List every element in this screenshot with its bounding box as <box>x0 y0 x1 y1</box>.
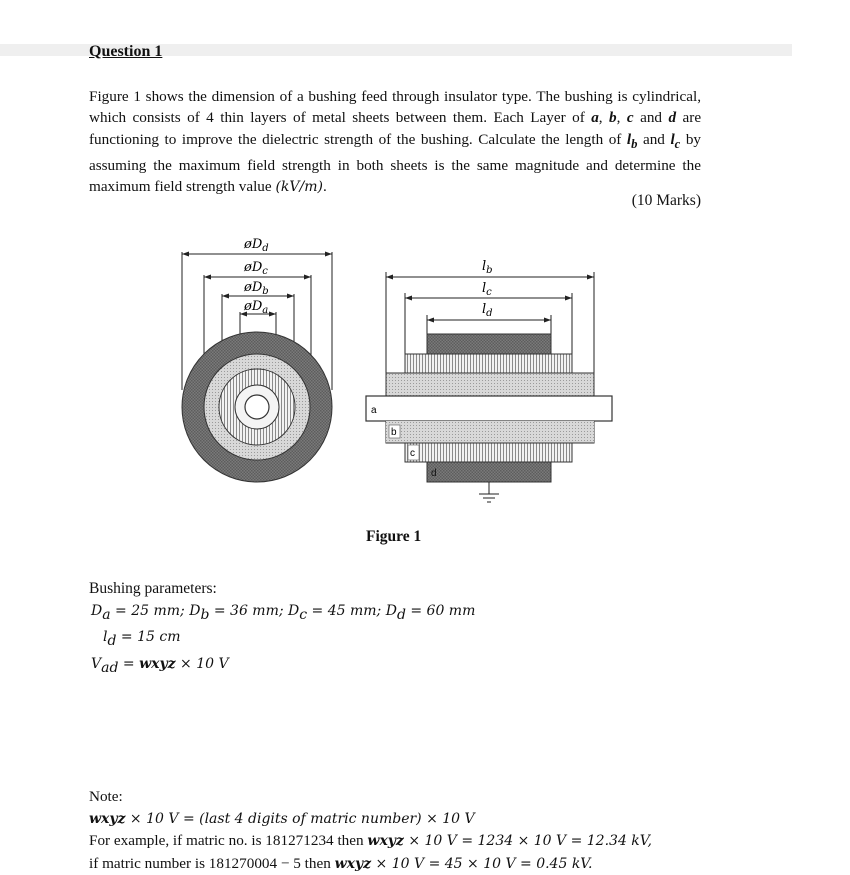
question-text: Figure 1 shows the dimension of a bushing feed through insulator type. The bushing is cylindrical, which consists of 4 thin layers of metal sheets between them. Each Layer of a, b, c and d are functioning to improve the dielectric strength of the bushing. Calculate the length of $l_b$ and $l_c$ by assuming the maximum field strength in both sheets is the same magnitude and determine the maximum field strength value (kV/m). <box>89 86 701 199</box>
note-line-2: For example, if matric no. is 181271234 then wxyz × 10 V = 1234 × 10 V = 12.34 kV, <box>89 830 789 853</box>
ground-icon <box>479 482 499 502</box>
bushing-parameters <box>89 578 475 679</box>
label-lc: $l_c$ <box>482 281 492 298</box>
question-title: Question 1 <box>89 43 162 61</box>
top-bar <box>0 0 850 44</box>
conductor-a <box>366 396 612 421</box>
label-Dd: $øD_d$ <box>243 237 269 254</box>
bushing-figure <box>170 230 630 520</box>
label-Da: $øD_a$ <box>243 299 268 316</box>
label-lb: $l_b$ <box>482 259 493 276</box>
note-line-1: wxyz × 10 V = (last 4 digits of matric number) × 10 V <box>89 808 789 831</box>
params-voltage: $V_{ad}$ = wxyz × 10 V <box>89 653 475 680</box>
label-b: b <box>391 427 397 438</box>
label-c: c <box>410 448 415 459</box>
label-Db: $øD_b$ <box>243 280 269 297</box>
note-heading: Note: <box>89 786 789 808</box>
label-d: d <box>431 468 437 479</box>
label-ld: $l_d$ <box>482 302 493 319</box>
params-length: $l_d = 15$ cm <box>89 626 475 653</box>
label-Dc: $øD_c$ <box>243 260 268 277</box>
note-section <box>89 786 789 875</box>
marks-label: (10 Marks) <box>632 192 701 210</box>
figure-caption: Figure 1 <box>366 528 421 546</box>
note-line-3: if matric number is 181270004 − 5 then wxyz × 10 V = 45 × 10 V = 0.45 kV. <box>89 853 789 875</box>
params-diameters: $D_a = 25$ mm; $D_b = 36$ mm; $D_c = 45$ mm; $D_d = 60$ mm <box>89 600 475 627</box>
params-heading: Bushing parameters: <box>89 578 475 600</box>
label-a: a <box>371 405 377 416</box>
